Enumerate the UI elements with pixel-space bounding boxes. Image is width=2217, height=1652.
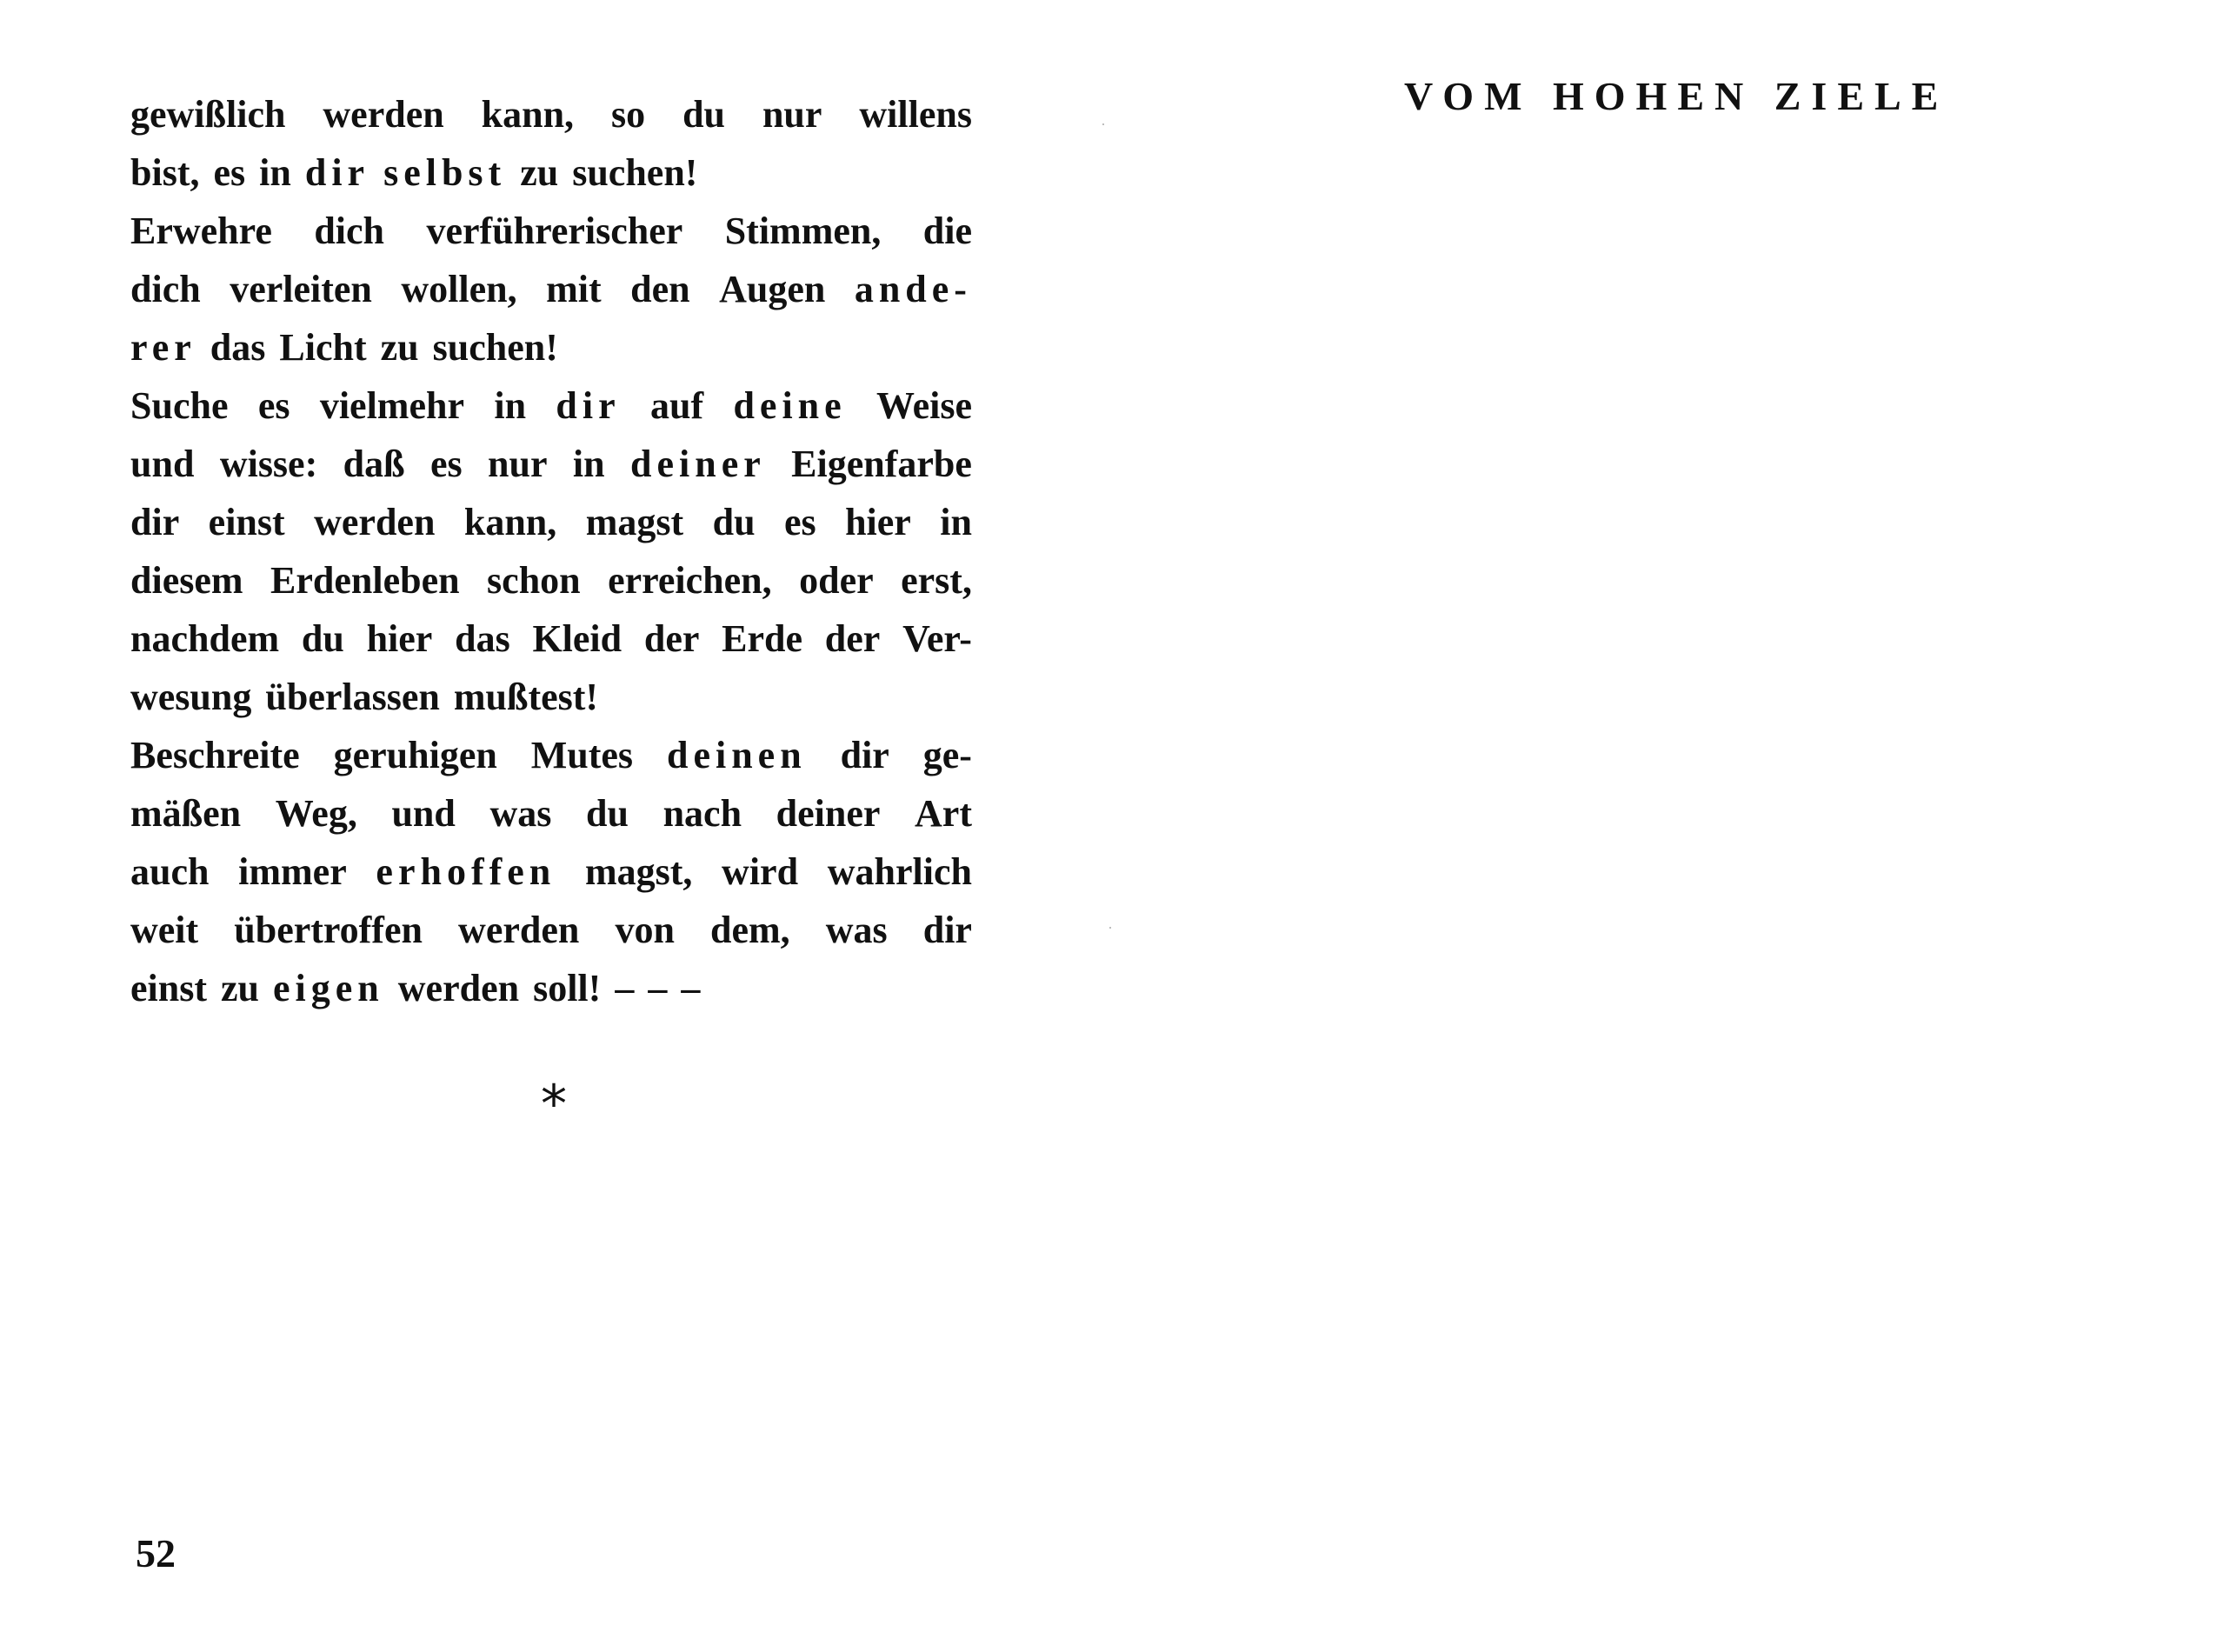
word: der <box>643 617 700 660</box>
word: dir <box>840 734 889 776</box>
word: das <box>210 326 266 369</box>
word: werden <box>323 93 444 136</box>
word: geruhigen <box>333 734 497 776</box>
word: Art <box>915 792 972 835</box>
word: von <box>615 909 675 951</box>
word: so <box>611 93 646 136</box>
word: und <box>130 443 195 485</box>
word: und <box>391 792 456 835</box>
text-line-7 <box>130 435 972 493</box>
word: einst <box>130 967 207 1009</box>
word: erreichen, <box>608 559 772 602</box>
word: werden <box>458 909 580 951</box>
word: dir <box>304 151 370 194</box>
word: wisse: <box>219 443 318 485</box>
word: rer <box>130 326 196 369</box>
word: zu <box>221 967 259 1009</box>
word: wahrlich <box>827 850 972 893</box>
word: Weise <box>876 384 972 427</box>
word: Ver- <box>902 617 972 660</box>
word: weit <box>130 909 199 951</box>
running-head-title: VOM HOHEN ZIELE <box>1404 74 1949 118</box>
word: dir <box>922 909 972 951</box>
word: das <box>455 617 510 660</box>
text-line-10 <box>130 610 972 668</box>
word: werden <box>314 501 436 543</box>
word: suchen! <box>432 326 558 369</box>
word: übertroffen <box>234 909 423 951</box>
text-line-3 <box>130 202 972 260</box>
text-line-14 <box>130 843 972 901</box>
text-line-11 <box>130 668 972 726</box>
word: kann, <box>481 93 575 136</box>
word: hier <box>366 617 433 660</box>
text-line-1 <box>130 85 972 143</box>
text-line-13 <box>130 784 972 843</box>
word: Erde <box>722 617 803 660</box>
word: Stimmen, <box>724 210 882 252</box>
word: einst <box>208 501 285 543</box>
word: du <box>301 617 344 660</box>
word: deine <box>733 384 847 427</box>
word: diesem <box>130 559 243 602</box>
word: nachdem <box>130 617 280 660</box>
word: du <box>682 93 726 136</box>
word: was <box>489 792 552 835</box>
word: auf <box>649 384 704 427</box>
text-line-5 <box>130 318 972 376</box>
text-line-12 <box>130 726 972 784</box>
word: magst, <box>584 850 693 893</box>
word: ge- <box>922 734 972 776</box>
word: gewißlich <box>130 93 286 136</box>
word: in <box>572 443 605 485</box>
word: auch <box>130 850 210 893</box>
word: mußtest! <box>453 676 599 718</box>
word: wird <box>722 850 799 893</box>
word: nach <box>662 792 742 835</box>
word: Kleid <box>532 617 622 660</box>
left-page-text <box>130 85 972 1017</box>
word: es <box>213 151 246 194</box>
text-line-8 <box>130 493 972 551</box>
word: wesung <box>130 676 252 718</box>
word: es <box>783 501 816 543</box>
word: immer <box>238 850 347 893</box>
word: Erdenleben <box>270 559 460 602</box>
word: der <box>824 617 881 660</box>
word: den <box>630 268 690 310</box>
word: willens <box>859 93 972 136</box>
word: verleiten <box>230 268 372 310</box>
word: überlassen <box>265 676 440 718</box>
word: eigen <box>273 967 384 1009</box>
word: zu <box>380 326 419 369</box>
word: – <box>648 967 668 1009</box>
word: Licht <box>279 326 367 369</box>
word: – <box>681 967 701 1009</box>
word: mit <box>546 268 602 310</box>
word: du <box>712 501 756 543</box>
page-number: 52 <box>136 1531 176 1575</box>
word: oder <box>799 559 874 602</box>
text-line-15 <box>130 901 972 959</box>
word: wollen, <box>401 268 517 310</box>
word: selbst <box>383 151 507 194</box>
section-ornament: * <box>541 1074 567 1135</box>
word: verführerischer <box>426 210 683 252</box>
word: es <box>257 384 290 427</box>
word: Suche <box>130 384 229 427</box>
text-line-6 <box>130 376 972 435</box>
word: nur <box>488 443 548 485</box>
word: in <box>940 501 972 543</box>
word: es <box>429 443 463 485</box>
word: Erwehre <box>130 210 272 252</box>
word: – <box>615 967 635 1009</box>
word: nur <box>762 93 822 136</box>
word: schon <box>487 559 581 602</box>
word: suchen! <box>572 151 698 194</box>
scan-speck <box>1102 123 1104 125</box>
text-line-9 <box>130 551 972 610</box>
text-line-2 <box>130 143 972 202</box>
word: die <box>922 210 972 252</box>
scan-speck <box>1109 927 1111 929</box>
word: zu <box>520 151 559 194</box>
word: erst, <box>901 559 972 602</box>
word: in <box>259 151 291 194</box>
word: dich <box>130 268 201 310</box>
word: daß <box>343 443 405 485</box>
word: magst <box>585 501 684 543</box>
text-line-16 <box>130 959 972 1017</box>
word: erhoffen <box>376 850 556 893</box>
word: kann, <box>463 501 557 543</box>
word: hier <box>845 501 911 543</box>
word: was <box>825 909 888 951</box>
word: Weg, <box>275 792 357 835</box>
word: dir <box>130 501 180 543</box>
word: Eigenfarbe <box>791 443 972 485</box>
word: bist, <box>130 151 200 194</box>
word: vielmehr <box>319 384 464 427</box>
text-line-4 <box>130 260 972 318</box>
word: dir <box>556 384 621 427</box>
word: dem, <box>710 909 790 951</box>
word: werden <box>397 967 520 1009</box>
word: soll! <box>533 967 602 1009</box>
word: deiner <box>630 443 766 485</box>
word: deiner <box>776 792 881 835</box>
word: du <box>586 792 629 835</box>
word: deinen <box>666 734 807 776</box>
word: dich <box>314 210 385 252</box>
word: Augen <box>719 268 826 310</box>
word: in <box>494 384 527 427</box>
word: Beschreite <box>130 734 300 776</box>
word: mäßen <box>130 792 242 835</box>
word: ande- <box>854 268 972 310</box>
word: Mutes <box>530 734 634 776</box>
